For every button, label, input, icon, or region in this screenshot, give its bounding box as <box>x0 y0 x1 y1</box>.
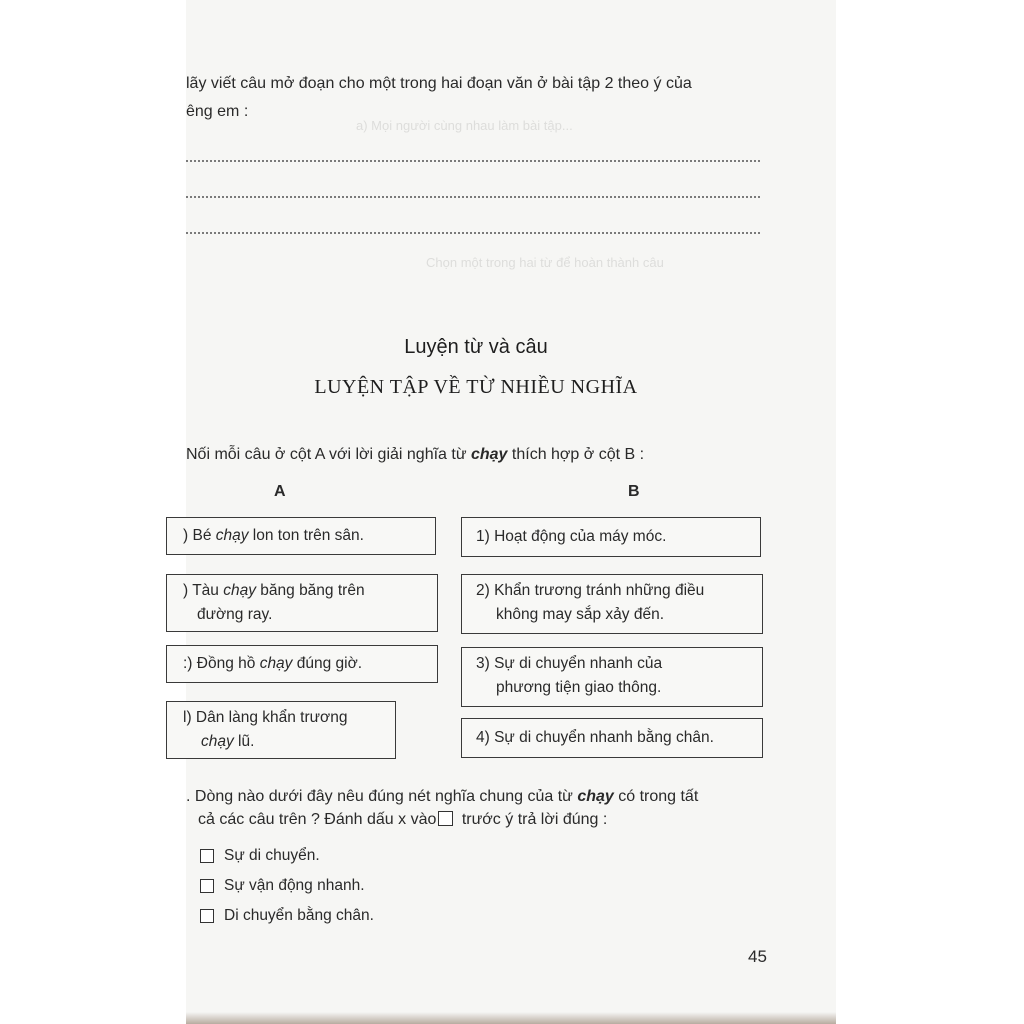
answer-line-2 <box>186 196 760 198</box>
item-text-line-2: đường ray. <box>197 606 273 623</box>
column-b-header: B <box>628 483 640 500</box>
item-text: Bé <box>188 527 216 544</box>
option-2-checkbox[interactable] <box>200 879 214 893</box>
item-keyword: chạy <box>259 655 293 672</box>
item-text: đúng giờ. <box>292 655 363 672</box>
option-1 <box>200 846 320 866</box>
lesson-title: LUYỆN TẬP VỀ TỪ NHIỀU NGHĨA <box>314 376 638 398</box>
item-text: lon ton trên sân. <box>248 527 364 544</box>
item-text: băng băng trên <box>255 582 365 599</box>
item-marker: l) <box>183 709 192 726</box>
item-keyword: chạy <box>201 733 234 750</box>
item-keyword: chạy <box>215 527 249 544</box>
item-marker: ) <box>183 527 189 544</box>
option-3 <box>200 906 374 926</box>
ex2-line2-suffix: trước ý trả lời đúng : <box>457 811 608 828</box>
exercise-1-instruction <box>186 445 644 465</box>
column-a-header: A <box>274 483 286 500</box>
answer-line-1 <box>186 160 760 162</box>
answer-line-3 <box>186 232 760 234</box>
item-text: Dân làng khẩn trương <box>191 709 348 726</box>
column-a-item-3 <box>166 645 438 683</box>
page-number: 45 <box>748 947 767 966</box>
column-a-item-4 <box>166 701 396 759</box>
option-1-label: Sự di chuyển. <box>224 847 320 864</box>
exercise-2-line-1 <box>186 787 698 807</box>
ex1-prefix: Nối mỗi câu ở cột A với lời giải nghĩa từ <box>186 446 471 463</box>
item-marker: ) <box>183 582 189 599</box>
bleed-through-text: Chọn một trong hai từ để hoàn thành câu <box>426 255 664 270</box>
column-b-item-3 <box>461 647 763 707</box>
item-text: 3) Sự di chuyển nhanh của <box>476 655 663 672</box>
exercise-2-line-2 <box>198 810 607 830</box>
item-text-line-2: phương tiện giao thông. <box>496 679 662 696</box>
page-edge-shadow <box>186 1012 836 1024</box>
ex2-line2-prefix: cả các câu trên ? Đánh dấu x vào <box>198 811 437 828</box>
item-text: Đồng hồ <box>192 655 260 672</box>
ex2-keyword: chạy <box>577 788 614 805</box>
ex1-keyword: chạy <box>470 446 508 463</box>
item-text: 2) Khẩn trương tránh những điều <box>476 582 705 599</box>
option-2 <box>200 876 365 896</box>
section-title: Luyện từ và câu <box>404 336 548 358</box>
intro-line-1: lãy viết câu mở đoạn cho một trong hai đoạn văn ở bài tập 2 theo ý của <box>186 75 692 92</box>
ex2-prefix: . Dòng nào dưới đây nêu đúng nét nghĩa chung của từ <box>186 788 578 805</box>
item-marker: :) <box>183 655 193 672</box>
column-a-item-2 <box>166 574 438 632</box>
option-3-label: Di chuyển bằng chân. <box>224 907 374 924</box>
bleed-through-text: a) Mọi người cùng nhau làm bài tập... <box>356 118 573 133</box>
item-text: Tàu <box>188 582 224 599</box>
item-text: 4) Sự di chuyển nhanh bằng chân. <box>476 729 714 746</box>
column-b-item-2 <box>461 574 763 634</box>
option-1-checkbox[interactable] <box>200 849 214 863</box>
item-text-line-2: lũ. <box>233 733 255 750</box>
book-page <box>183 0 836 1024</box>
option-3-checkbox[interactable] <box>200 909 214 923</box>
item-text: 1) Hoạt động của máy móc. <box>476 528 667 545</box>
ex2-suffix: có trong tất <box>613 788 699 805</box>
option-2-label: Sự vận động nhanh. <box>224 877 365 894</box>
column-a-item-1 <box>166 517 436 555</box>
column-b-item-4 <box>461 718 763 758</box>
item-keyword: chạy <box>223 582 256 599</box>
column-b-item-1 <box>461 517 761 557</box>
item-text-line-2: không may sắp xảy đến. <box>496 606 665 623</box>
checkbox-sample-icon <box>438 811 453 826</box>
ex1-suffix: thích hợp ở cột B : <box>507 446 645 463</box>
intro-line-2: êng em : <box>186 103 249 120</box>
